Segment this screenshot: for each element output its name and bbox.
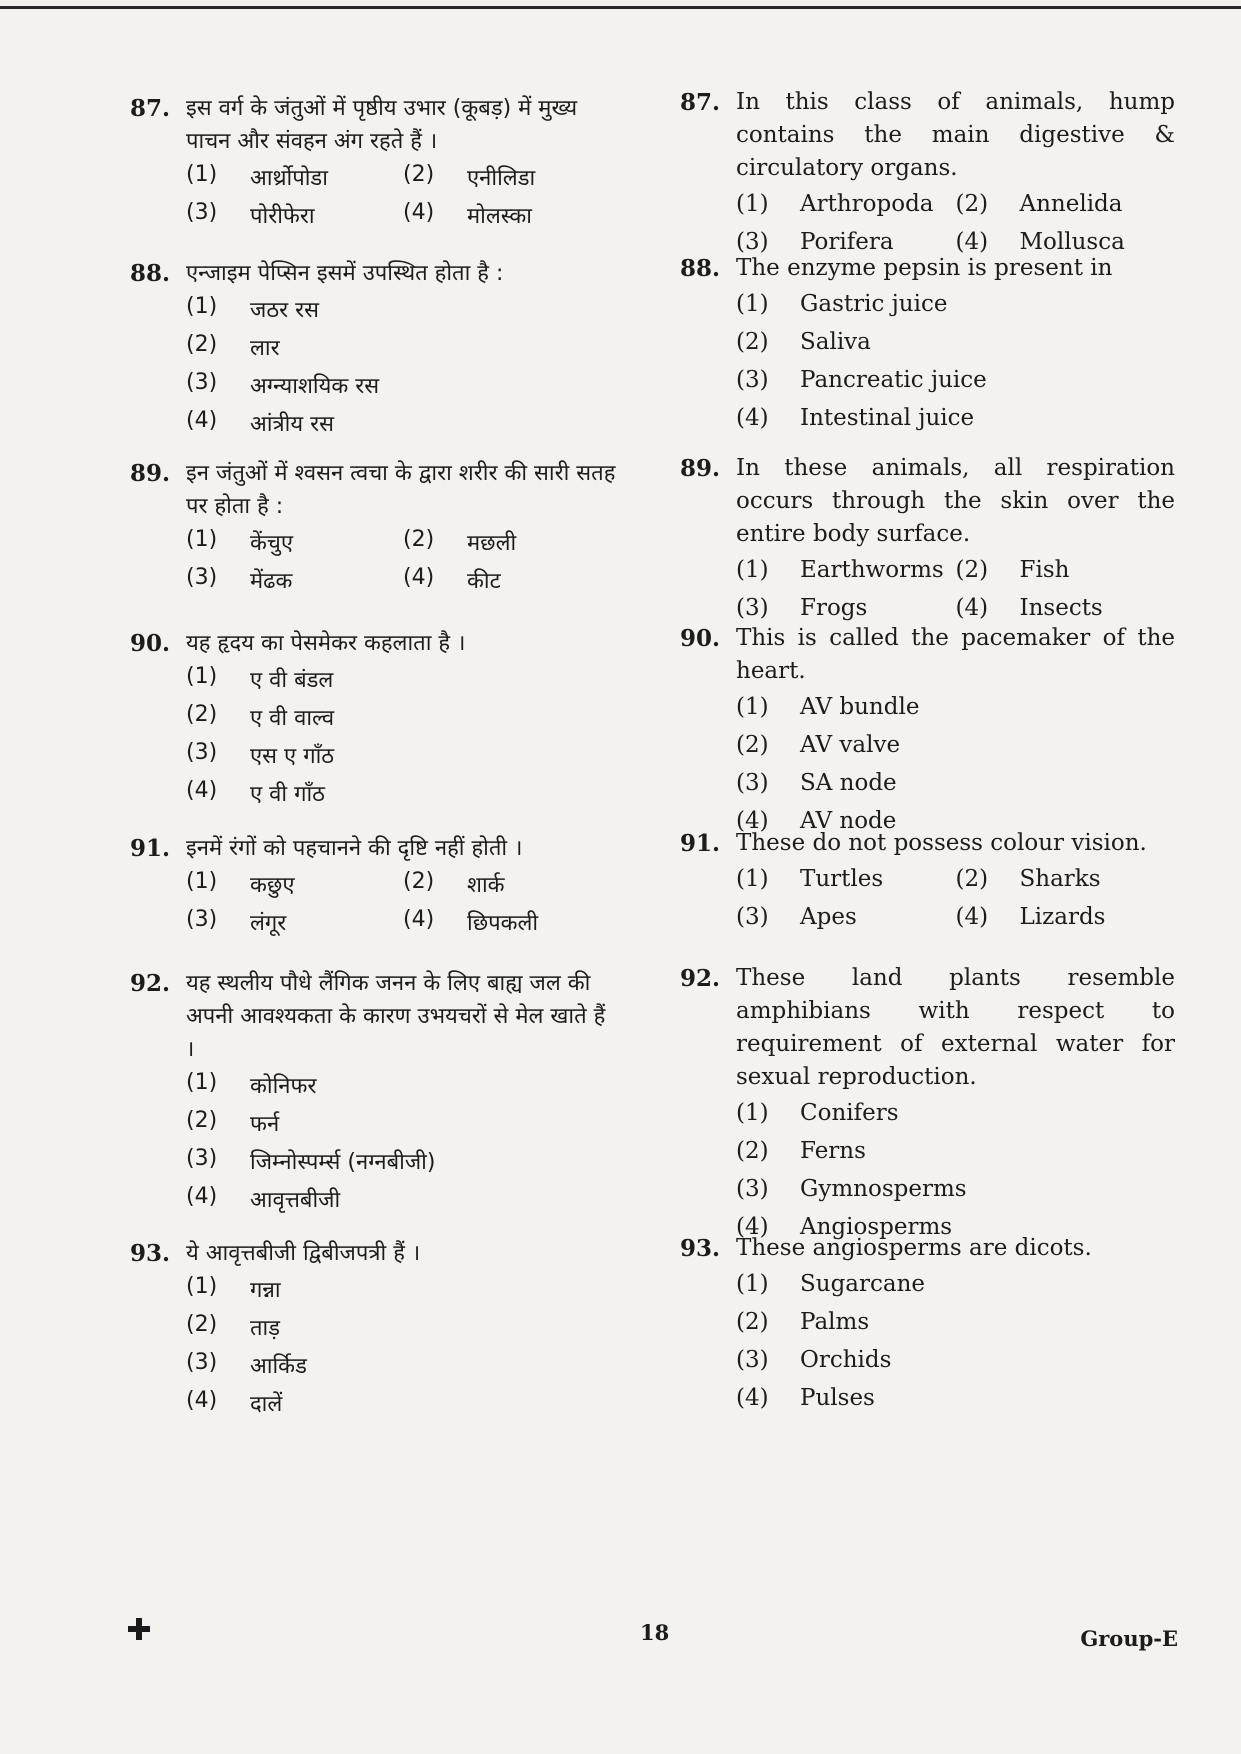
option-number: (2) bbox=[736, 732, 769, 758]
options bbox=[736, 185, 1175, 261]
option-number: (4) bbox=[186, 1388, 218, 1413]
option-number: (3) bbox=[186, 200, 218, 225]
option-number: (1) bbox=[736, 557, 769, 583]
option-text: Palms bbox=[800, 1309, 870, 1335]
option-number: (1) bbox=[186, 1274, 218, 1299]
option bbox=[186, 200, 403, 230]
option-text: छिपकली bbox=[467, 911, 539, 936]
question-number: 88. bbox=[130, 260, 171, 287]
option-text: ए वी गाँठ bbox=[250, 782, 325, 807]
option-number: (3) bbox=[186, 565, 218, 590]
option-number: (1) bbox=[736, 1271, 769, 1297]
question-number: 92. bbox=[130, 970, 171, 997]
option-text: केंचुए bbox=[250, 531, 294, 556]
option-text: आर्थ्रोपोडा bbox=[250, 166, 328, 191]
option-number: (2) bbox=[736, 1138, 769, 1164]
option bbox=[736, 329, 1175, 355]
option-text: Sharks bbox=[1019, 866, 1101, 892]
option-number: (3) bbox=[736, 770, 769, 796]
option-text: मेंढक bbox=[250, 569, 293, 594]
option-text: AV valve bbox=[800, 732, 901, 758]
option bbox=[186, 1388, 620, 1418]
option-row bbox=[736, 1170, 1175, 1208]
option bbox=[956, 866, 1176, 892]
top-rule bbox=[0, 6, 1241, 9]
option-number: (3) bbox=[736, 367, 769, 393]
option bbox=[403, 565, 620, 595]
option-text: Lizards bbox=[1019, 904, 1106, 930]
option bbox=[186, 332, 620, 362]
question-header bbox=[130, 627, 620, 660]
option-number: (1) bbox=[186, 527, 218, 552]
option-row bbox=[736, 1303, 1175, 1341]
option-number: (1) bbox=[186, 1070, 218, 1095]
options bbox=[736, 285, 1175, 437]
option bbox=[736, 191, 956, 217]
question-header bbox=[680, 962, 1175, 1094]
option-row bbox=[736, 1341, 1175, 1379]
option-row bbox=[736, 361, 1175, 399]
question-number: 89. bbox=[130, 460, 171, 487]
option bbox=[186, 527, 403, 557]
option bbox=[956, 595, 1176, 621]
option-number: (2) bbox=[186, 1108, 218, 1133]
option-row bbox=[736, 323, 1175, 361]
question-text: ये आवृत्तबीजी द्विबीजपत्री हैं । bbox=[186, 1241, 421, 1266]
options bbox=[736, 688, 1175, 840]
question-number: 92. bbox=[680, 965, 721, 992]
question-header bbox=[680, 86, 1175, 185]
option-row bbox=[736, 764, 1175, 802]
question bbox=[130, 92, 620, 234]
registration-cross-icon bbox=[128, 1618, 150, 1640]
option-text: ए वी बंडल bbox=[250, 668, 334, 693]
option bbox=[736, 904, 956, 930]
option-text: ए वी वाल्व bbox=[250, 706, 335, 731]
option-row bbox=[736, 726, 1175, 764]
option-number: (2) bbox=[736, 329, 769, 355]
option-row bbox=[736, 285, 1175, 323]
option bbox=[403, 200, 620, 230]
question-number: 90. bbox=[680, 625, 721, 652]
question-text: इन जंतुओं में श्वसन त्वचा के द्वारा शरीर की सारी सतह पर होता है : bbox=[186, 461, 616, 519]
option-number: (4) bbox=[955, 229, 989, 255]
option-text: Orchids bbox=[800, 1347, 892, 1373]
option-row bbox=[736, 551, 1175, 589]
question-text: The enzyme pepsin is present in bbox=[736, 255, 1113, 281]
option-text: ताड़ bbox=[250, 1316, 281, 1341]
option-text: Turtles bbox=[800, 866, 884, 892]
question bbox=[130, 967, 620, 1218]
option bbox=[736, 1347, 1175, 1373]
question-text: इनमें रंगों को पहचानने की दृष्टि नहीं होती । bbox=[186, 836, 523, 861]
option-text: जठर रस bbox=[250, 298, 319, 323]
question-text: In these animals, all respiration occurs through the skin over the entire body surface. bbox=[736, 455, 1175, 547]
option-text: मोलस्का bbox=[467, 204, 532, 229]
option-row bbox=[736, 1132, 1175, 1170]
question bbox=[130, 257, 620, 442]
question-number: 87. bbox=[130, 95, 171, 122]
option-row bbox=[186, 774, 620, 812]
option-row bbox=[186, 660, 620, 698]
option-row bbox=[186, 1346, 620, 1384]
option-row bbox=[736, 688, 1175, 726]
option-row bbox=[186, 865, 620, 903]
option-text: Insects bbox=[1019, 595, 1103, 621]
options bbox=[736, 860, 1175, 936]
question-header bbox=[680, 827, 1175, 860]
option-text: Pancreatic juice bbox=[800, 367, 987, 393]
option bbox=[186, 702, 620, 732]
option-text: आंत्रीय रस bbox=[250, 412, 334, 437]
question bbox=[130, 457, 620, 599]
question-number: 91. bbox=[130, 835, 171, 862]
question-number: 88. bbox=[680, 255, 721, 282]
question bbox=[130, 832, 620, 941]
option-number: (4) bbox=[403, 200, 435, 225]
question-header bbox=[680, 1232, 1175, 1265]
option-text: पोरीफेरा bbox=[250, 204, 315, 229]
question-text: In this class of animals, hump contains the main digestive & circulatory organs. bbox=[736, 89, 1175, 181]
option-row bbox=[736, 185, 1175, 223]
option bbox=[186, 1184, 620, 1214]
option-number: (2) bbox=[403, 869, 435, 894]
option bbox=[736, 1138, 1175, 1164]
option-text: Intestinal juice bbox=[800, 405, 975, 431]
option-text: AV node bbox=[800, 808, 897, 834]
option-number: (2) bbox=[403, 527, 435, 552]
option-row bbox=[186, 1180, 620, 1218]
option bbox=[736, 866, 956, 892]
option-text: गन्ना bbox=[250, 1278, 281, 1303]
option-number: (1) bbox=[186, 869, 218, 894]
option bbox=[403, 869, 620, 899]
option-text: Apes bbox=[800, 904, 857, 930]
option-text: आवृत्तबीजी bbox=[250, 1188, 341, 1213]
option-row bbox=[186, 1142, 620, 1180]
option bbox=[736, 732, 1175, 758]
option bbox=[186, 370, 620, 400]
option bbox=[186, 869, 403, 899]
option-row bbox=[186, 1104, 620, 1142]
option-number: (1) bbox=[186, 162, 218, 187]
option-text: लंगूर bbox=[250, 911, 287, 936]
option-row bbox=[186, 196, 620, 234]
option-number: (1) bbox=[186, 294, 218, 319]
option-row bbox=[186, 158, 620, 196]
option-text: Sugarcane bbox=[800, 1271, 926, 1297]
option-row bbox=[186, 903, 620, 941]
options bbox=[186, 523, 620, 599]
option bbox=[736, 367, 1175, 393]
question-header bbox=[680, 622, 1175, 688]
option-number: (2) bbox=[186, 1312, 218, 1337]
option-number: (3) bbox=[186, 370, 218, 395]
option bbox=[736, 1385, 1175, 1411]
question bbox=[130, 1237, 620, 1422]
option bbox=[403, 907, 620, 937]
option-text: Arthropoda bbox=[800, 191, 934, 217]
option-number: (4) bbox=[736, 808, 769, 834]
option-number: (4) bbox=[736, 405, 769, 431]
question bbox=[680, 1232, 1175, 1417]
option-text: लार bbox=[250, 336, 280, 361]
option-text: Frogs bbox=[800, 595, 868, 621]
option bbox=[186, 1146, 620, 1176]
option-row bbox=[186, 1308, 620, 1346]
option bbox=[736, 291, 1175, 317]
option bbox=[736, 557, 956, 583]
option-row bbox=[186, 1384, 620, 1422]
option-text: कछुए bbox=[250, 873, 295, 898]
option bbox=[186, 294, 620, 324]
options bbox=[186, 1066, 620, 1218]
option-number: (2) bbox=[403, 162, 435, 187]
question-header bbox=[130, 967, 620, 1066]
option-text: फर्न bbox=[250, 1112, 280, 1137]
option bbox=[186, 740, 620, 770]
question bbox=[680, 622, 1175, 840]
option-number: (4) bbox=[736, 1385, 769, 1411]
options bbox=[736, 1094, 1175, 1246]
option-number: (4) bbox=[736, 1214, 769, 1240]
option bbox=[736, 1271, 1175, 1297]
option-text: अग्न्याशयिक रस bbox=[250, 374, 380, 399]
option-text: Earthworms bbox=[800, 557, 944, 583]
option bbox=[186, 1350, 620, 1380]
option-row bbox=[736, 898, 1175, 936]
option-row bbox=[186, 404, 620, 442]
option-number: (3) bbox=[736, 1347, 769, 1373]
option-text: कोनिफर bbox=[250, 1074, 317, 1099]
question-number: 91. bbox=[680, 830, 721, 857]
option bbox=[736, 1100, 1175, 1126]
option-number: (1) bbox=[736, 291, 769, 317]
question-text: एन्जाइम पेप्सिन इसमें उपस्थित होता है : bbox=[186, 261, 504, 286]
question-header bbox=[680, 252, 1175, 285]
question-text: इस वर्ग के जंतुओं में पृष्ठीय उभार (कूबड़) में मुख्य पाचन और संवहन अंग रहते हैं । bbox=[186, 96, 578, 154]
option bbox=[736, 1176, 1175, 1202]
option bbox=[403, 527, 620, 557]
options bbox=[186, 290, 620, 442]
option-row bbox=[736, 1379, 1175, 1417]
question-number: 87. bbox=[680, 89, 721, 116]
option-text: शार्क bbox=[467, 873, 505, 898]
option bbox=[736, 694, 1175, 720]
question-text: These angiosperms are dicots. bbox=[736, 1235, 1092, 1261]
option bbox=[956, 904, 1176, 930]
option-row bbox=[186, 523, 620, 561]
question-text: This is called the pacemaker of the heart. bbox=[736, 625, 1175, 684]
options bbox=[736, 551, 1175, 627]
question-number: 93. bbox=[680, 1235, 721, 1262]
option-text: Ferns bbox=[800, 1138, 866, 1164]
question-number: 89. bbox=[680, 455, 721, 482]
question-text: यह हृदय का पेसमेकर कहलाता है । bbox=[186, 631, 466, 656]
option-text: AV bundle bbox=[800, 694, 920, 720]
option-text: आर्किड bbox=[250, 1354, 307, 1379]
option bbox=[186, 408, 620, 438]
option-text: Conifers bbox=[800, 1100, 899, 1126]
option bbox=[736, 1309, 1175, 1335]
option bbox=[403, 162, 620, 192]
option-number: (4) bbox=[955, 904, 989, 930]
options bbox=[186, 865, 620, 941]
option-text: Annelida bbox=[1019, 191, 1123, 217]
page-number: 18 bbox=[640, 1620, 670, 1645]
option-text: Gastric juice bbox=[800, 291, 948, 317]
option-number: (3) bbox=[736, 595, 769, 621]
option-text: जिम्नोस्पर्म्स (नग्नबीजी) bbox=[250, 1150, 436, 1175]
option-number: (2) bbox=[186, 702, 218, 727]
question bbox=[680, 827, 1175, 936]
option-row bbox=[186, 366, 620, 404]
option bbox=[736, 770, 1175, 796]
option bbox=[186, 664, 620, 694]
option-row bbox=[186, 290, 620, 328]
question-header bbox=[130, 1237, 620, 1270]
option-number: (2) bbox=[955, 191, 989, 217]
options bbox=[186, 660, 620, 812]
option bbox=[736, 405, 1175, 431]
option bbox=[186, 565, 403, 595]
option-text: कीट bbox=[467, 569, 501, 594]
option-number: (3) bbox=[186, 1350, 218, 1375]
option-text: Fish bbox=[1019, 557, 1070, 583]
option-text: Mollusca bbox=[1019, 229, 1125, 255]
question bbox=[680, 962, 1175, 1246]
question-text: These do not possess colour vision. bbox=[736, 830, 1147, 856]
option bbox=[186, 1070, 620, 1100]
options bbox=[186, 1270, 620, 1422]
question-header bbox=[680, 452, 1175, 551]
option-number: (3) bbox=[186, 907, 218, 932]
option-row bbox=[186, 736, 620, 774]
option bbox=[186, 778, 620, 808]
option-number: (4) bbox=[186, 778, 218, 803]
option bbox=[736, 595, 956, 621]
option-number: (3) bbox=[186, 740, 218, 765]
option-text: एनीलिडा bbox=[467, 166, 536, 191]
options bbox=[736, 1265, 1175, 1417]
question-text: यह स्थलीय पौधे लैंगिक जनन के लिए बाह्य जल की अपनी आवश्यकता के कारण उभयचरों से मेल खाते हैं । bbox=[186, 971, 606, 1062]
option-text: एस ए गाँठ bbox=[250, 744, 335, 769]
option-number: (3) bbox=[186, 1146, 218, 1171]
option bbox=[956, 557, 1176, 583]
option-text: मछली bbox=[467, 531, 517, 556]
group-label: Group-E bbox=[1080, 1626, 1178, 1651]
question bbox=[680, 252, 1175, 437]
option-number: (1) bbox=[736, 191, 769, 217]
option-row bbox=[186, 1270, 620, 1308]
question bbox=[130, 627, 620, 812]
option-number: (1) bbox=[186, 664, 218, 689]
option-text: Saliva bbox=[800, 329, 871, 355]
question-header bbox=[130, 257, 620, 290]
question-text: These land plants resemble amphibians with respect to requirement of external water for sexual reproduction. bbox=[736, 965, 1175, 1090]
option bbox=[186, 1274, 620, 1304]
option-text: दालें bbox=[250, 1392, 283, 1417]
option-number: (4) bbox=[186, 1184, 218, 1209]
option-row bbox=[186, 1066, 620, 1104]
option-number: (2) bbox=[955, 557, 989, 583]
option bbox=[956, 191, 1176, 217]
option-number: (4) bbox=[186, 408, 218, 433]
question-header bbox=[130, 832, 620, 865]
option-text: Angiosperms bbox=[800, 1214, 953, 1240]
option-text: Gymnosperms bbox=[800, 1176, 967, 1202]
option-number: (3) bbox=[736, 229, 769, 255]
option-row bbox=[186, 698, 620, 736]
question-number: 93. bbox=[130, 1240, 171, 1267]
option-number: (2) bbox=[186, 332, 218, 357]
option-text: Porifera bbox=[800, 229, 894, 255]
option bbox=[186, 1312, 620, 1342]
option-number: (3) bbox=[736, 904, 769, 930]
option-text: Pulses bbox=[800, 1385, 875, 1411]
option-number: (4) bbox=[403, 565, 435, 590]
option bbox=[186, 162, 403, 192]
question-number: 90. bbox=[130, 630, 171, 657]
option-number: (2) bbox=[736, 1309, 769, 1335]
option-row bbox=[736, 860, 1175, 898]
option-row bbox=[736, 399, 1175, 437]
option-number: (4) bbox=[955, 595, 989, 621]
option-number: (4) bbox=[403, 907, 435, 932]
option-row bbox=[736, 1094, 1175, 1132]
option-number: (1) bbox=[736, 694, 769, 720]
option-row bbox=[186, 328, 620, 366]
question bbox=[680, 452, 1175, 627]
option-number: (3) bbox=[736, 1176, 769, 1202]
option-row bbox=[186, 561, 620, 599]
option bbox=[186, 907, 403, 937]
question-header bbox=[130, 92, 620, 158]
option bbox=[186, 1108, 620, 1138]
option-row bbox=[736, 1265, 1175, 1303]
option-number: (1) bbox=[736, 866, 769, 892]
option-number: (1) bbox=[736, 1100, 769, 1126]
question-header bbox=[130, 457, 620, 523]
options bbox=[186, 158, 620, 234]
option-number: (2) bbox=[955, 866, 989, 892]
option-text: SA node bbox=[800, 770, 897, 796]
question bbox=[680, 86, 1175, 261]
